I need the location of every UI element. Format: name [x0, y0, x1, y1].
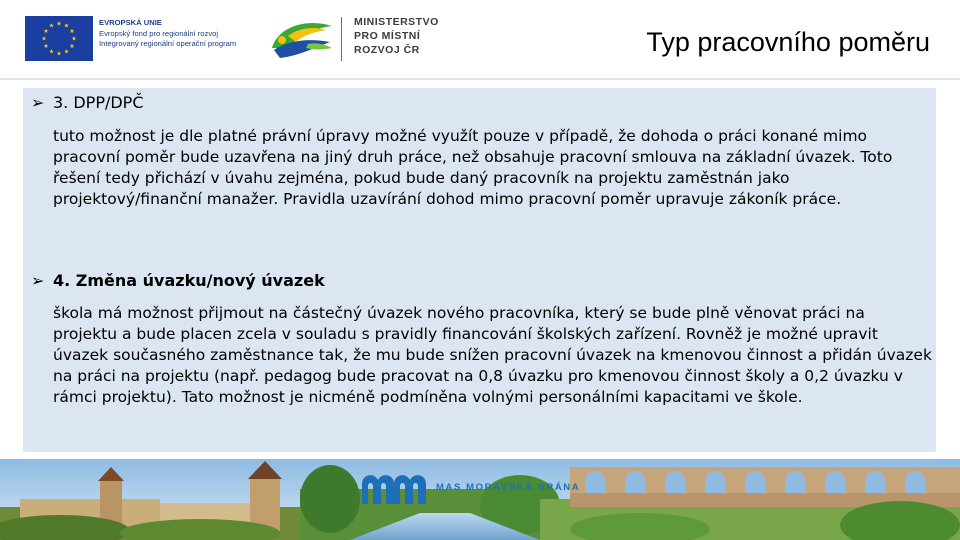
header: [0, 0, 960, 80]
arrow-bullet-icon: ➢: [31, 93, 45, 112]
section-paragraph-dpp-dpc: tuto možnost je dle platné právní úpravy možné využít pouze v případě, že dohoda o práci konané mimo pracovní poměr bude uzavřena na jiný druh práce, než obsahuje pracovní smlouva na základní úvazek. Toto řešení tedy přichází v úvahu zejména, pokud bude daný pracovník na projektu zaměstnán jako projektový/finanční manažer. Pravidla uzavírání dohod mimo pracovní poměr upravuje zákoník práce.: [53, 127, 893, 208]
section-heading-text: 4. Změna úvazku/nový úvazek: [53, 271, 325, 290]
mas-logo-mark-icon: [360, 470, 428, 506]
ministry-logo-text: [354, 15, 439, 57]
ministry-logo-line: MINISTERSTVO: [354, 16, 439, 28]
eu-logo-line: EVROPSKÁ UNIE: [99, 18, 162, 27]
arrow-bullet-icon: ➢: [31, 271, 45, 290]
section-paragraph-uvazek: škola má možnost přijmout na částečný úvazek nového pracovníka, který se bude plně věnovat práci na projektu a bude placen zcela v souladu s pravidly financování školských zařízení. Rovněž je možné upravit úvazek současného zaměstnance tak, že mu bude snížen pracovní úvazek na kmenovou činnost a přidán úvazek na práci na projektu (např. pedagog bude pracovat na 0,8 úvazku pro kmenovou činnost školy a 0,2 úvazku v rámci projektu). Tato možnost je nicméně podmíněna volnými personálními kapacitami ve škole.: [53, 304, 932, 406]
content-panel: [23, 88, 936, 452]
mas-logo: [360, 470, 590, 506]
slide-title: Typ pracovního poměru: [646, 27, 930, 57]
eu-flag-icon: [25, 16, 93, 61]
header-divider: [0, 78, 960, 80]
ministry-logo-line: PRO MÍSTNÍ: [354, 30, 421, 42]
ministry-logo-line: ROZVOJ ČR: [354, 44, 420, 56]
ministry-logo: [268, 14, 468, 64]
section-heading-uvazek: [31, 270, 325, 292]
eu-logo-text: [99, 18, 269, 50]
section-heading-text: 3. DPP/DPČ: [53, 93, 144, 112]
section-heading-dpp-dpc: [31, 92, 144, 114]
ministry-emblem-icon: [268, 18, 336, 62]
ministry-logo-divider: [341, 17, 342, 61]
eu-logo-line: Integrovaný regionální operační program: [99, 39, 237, 48]
eu-logo: [25, 16, 265, 62]
eu-logo-line: Evropský fond pro regionální rozvoj: [99, 28, 219, 38]
mas-logo-text: MAS MORAVSKÁ BRÁNA: [436, 482, 581, 493]
